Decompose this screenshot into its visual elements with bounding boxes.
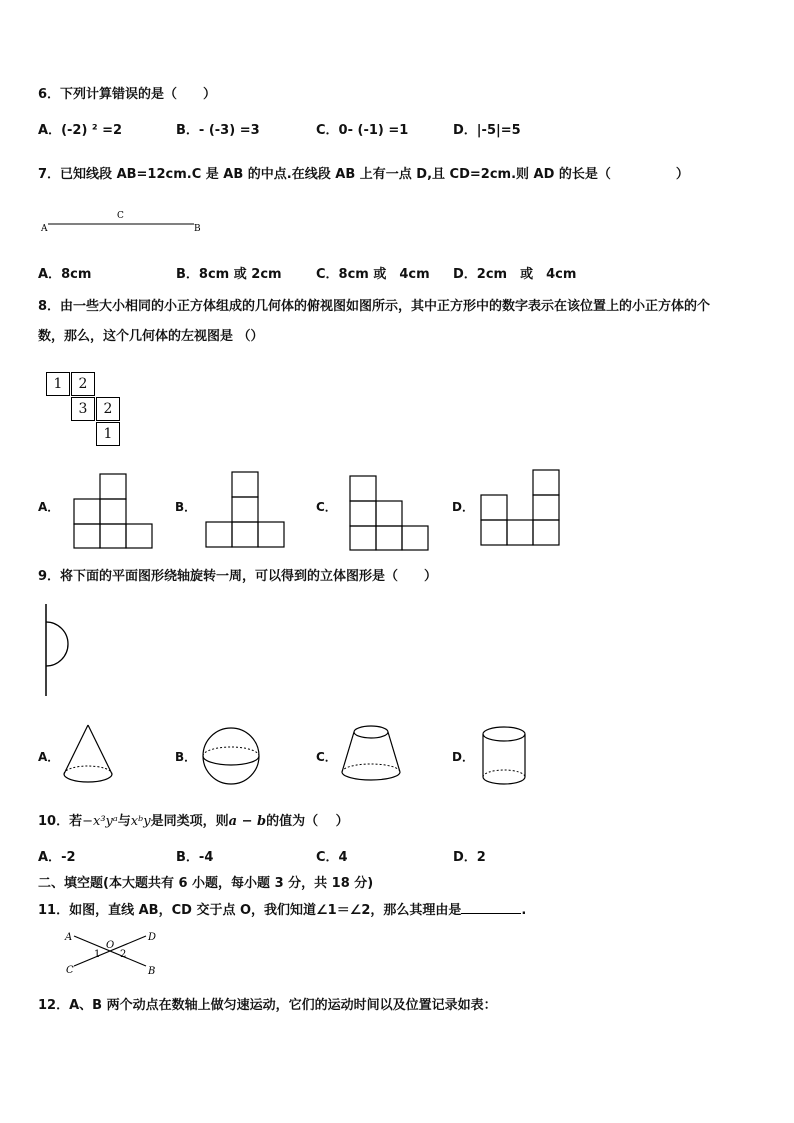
q10-option-c: C．4 <box>316 850 348 865</box>
q8-option-c-figure <box>348 474 430 552</box>
q12-stem: 12．A、B 两个动点在数轴上做匀速运动，它们的运动时间以及位置记录如表： <box>38 998 497 1013</box>
svg-text:A: A <box>65 932 73 943</box>
q9-option-b-label: B． <box>175 750 197 764</box>
q8-stem-line1: 8．由一些大小相同的小正方体组成的几何体的俯视图如图所示，其中正方形中的数字表示在该位置上的小正方体的个 <box>38 299 711 314</box>
grid-cell: 1 <box>96 422 120 446</box>
q9-stem: 9．将下面的平面图形绕轴旋转一周，可以得到的立体图形是（ ） <box>38 569 438 584</box>
q6-option-b: B．- (-3) =3 <box>176 123 260 138</box>
q8-stem-line2: 数，那么，这个几何体的左视图是 （） <box>38 329 264 344</box>
svg-text:B: B <box>148 966 156 977</box>
q7-option-a: A．8cm <box>38 267 92 282</box>
svg-text:C: C <box>66 965 74 976</box>
q9-option-a-label: A． <box>38 750 60 764</box>
point-a-label: A <box>41 224 48 234</box>
section-2-title: 二、填空题(本大题共有 6 小题，每小题 3 分，共 18 分) <box>38 876 374 891</box>
q6-option-c: C．0- (-1) =1 <box>316 123 409 138</box>
q6-option-d: D．|-5|=5 <box>453 123 521 138</box>
q9-option-d-cylinder-figure <box>478 724 530 788</box>
q7-segment-figure <box>38 205 208 235</box>
grid-cell: 2 <box>71 372 95 396</box>
q9-plane-figure <box>36 600 86 700</box>
q6-stem: 6．下列计算错误的是（ ） <box>38 87 217 102</box>
grid-cell: 2 <box>96 397 120 421</box>
q10-expression: a − b <box>228 814 267 829</box>
svg-text:O: O <box>106 940 115 951</box>
q11-answer-blank <box>461 901 521 914</box>
point-b-label: B <box>194 224 201 234</box>
q7-option-b: B．8cm 或 2cm <box>176 267 282 282</box>
q10-term-1: −x³yᵃ <box>82 814 118 829</box>
q10-option-d: D．2 <box>453 850 486 865</box>
grid-cell: 1 <box>46 372 70 396</box>
q8-option-b-label: B． <box>175 500 197 514</box>
q9-option-a-cone-figure <box>60 722 116 786</box>
semicircle <box>46 622 68 666</box>
q8-option-d-label: D． <box>452 500 474 514</box>
q9-option-d-label: D． <box>452 750 474 764</box>
grid-cell: 3 <box>71 397 95 421</box>
q10-option-a: A．-2 <box>38 850 76 865</box>
q10-option-b: B．-4 <box>176 850 214 865</box>
svg-text:2: 2 <box>120 949 127 960</box>
q10-term-2: xᵇy <box>130 814 151 829</box>
point-c-label: C <box>117 211 124 221</box>
q9-option-c-frustum-figure <box>338 722 404 784</box>
q7-stem: 7．已知线段 AB=12cm.C 是 AB 的中点.在线段 AB 上有一点 D,且 CD=2cm.则 AD 的长是（ ） <box>38 167 689 182</box>
q8-option-d-figure <box>479 468 561 548</box>
q8-option-c-label: C． <box>316 500 337 514</box>
q11-intersecting-lines-figure <box>62 928 162 978</box>
q6-option-a: A．(-2) ² =2 <box>38 123 123 138</box>
q8-top-view-grid <box>46 372 126 448</box>
q7-option-d: D．2cm 或 4cm <box>453 267 577 282</box>
q9-option-c-label: C． <box>316 750 337 764</box>
q8-option-a-label: A． <box>38 500 60 514</box>
svg-text:1: 1 <box>94 949 101 960</box>
q8-option-a-figure <box>72 472 154 550</box>
q11-stem: 11．如图，直线 AB，CD 交于点 O，我们知道∠1＝∠2，那么其理由是 . <box>38 903 527 918</box>
svg-text:D: D <box>148 932 157 943</box>
q9-option-b-sphere-figure <box>200 725 262 787</box>
q7-option-c: C．8cm 或 4cm <box>316 267 430 282</box>
q10-stem: 10．若−x³yᵃ与xᵇy是同类项，则a − b的值为（ ） <box>38 814 349 829</box>
q8-option-b-figure <box>204 470 286 550</box>
